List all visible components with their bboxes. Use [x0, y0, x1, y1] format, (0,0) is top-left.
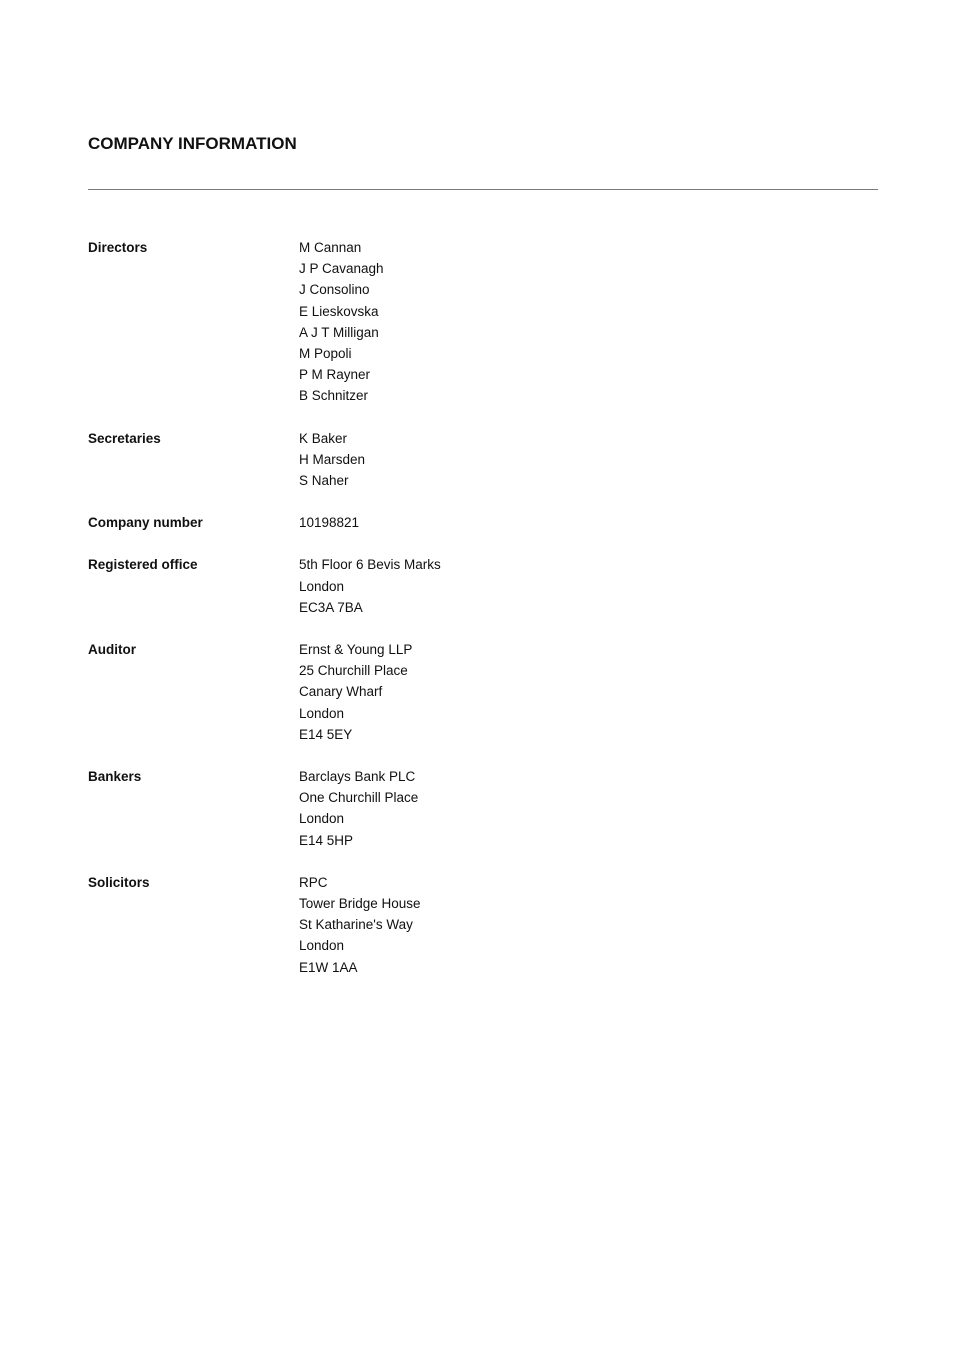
section-value-line: St Katharine's Way [299, 917, 413, 933]
section-value-line: K Baker [299, 430, 348, 446]
section-value-line: S Naher [299, 473, 349, 489]
section-value-line: Barclays Bank PLC [299, 769, 416, 785]
section-value-line: One Churchill Place [299, 790, 419, 806]
section-value-line: 5th Floor 6 Bevis Marks [299, 557, 441, 573]
section-label: Solicitors [88, 874, 150, 890]
section-label: Directors [88, 240, 148, 255]
section-value-line: Canary Wharf [299, 684, 383, 700]
info-section-directors [88, 237, 878, 407]
section-value-line: H Marsden [299, 451, 366, 467]
section-label: Bankers [88, 769, 142, 785]
section-label: Secretaries [88, 430, 161, 446]
section-values [299, 872, 421, 978]
section-values [299, 512, 359, 533]
section-value-line: P M Rayner [299, 367, 371, 383]
section-value-line: B Schnitzer [299, 388, 369, 404]
section-value-line: 10198821 [299, 515, 360, 531]
section-value-line: E1W 1AA [299, 959, 358, 975]
page-title: COMPANY INFORMATION [88, 134, 297, 153]
section-values [299, 554, 441, 618]
section-value-line: 25 Churchill Place [299, 663, 408, 679]
section-label: Company number [88, 515, 203, 531]
info-section-auditor [88, 639, 878, 745]
info-section-bankers [88, 766, 878, 851]
info-section-registered-office [88, 554, 878, 618]
section-value-line: London [299, 705, 345, 721]
section-values [299, 639, 412, 745]
info-section-solicitors [88, 872, 878, 978]
section-value-line: London [299, 811, 345, 827]
section-value-line: E14 5HP [299, 832, 354, 848]
section-value-line: EC3A 7BA [299, 599, 363, 615]
section-value-line: London [299, 938, 345, 954]
company-info-sections [88, 237, 878, 999]
section-value-line: M Cannan [299, 240, 362, 255]
section-value-line: M Popoli [299, 346, 352, 362]
section-label: Auditor [88, 642, 136, 658]
section-value-line: Ernst & Young LLP [299, 642, 413, 658]
section-value-line: J Consolino [299, 282, 370, 298]
section-value-line: RPC [299, 874, 328, 890]
section-value-line: London [299, 578, 345, 594]
title-divider [88, 189, 878, 190]
info-section-company-number [88, 512, 878, 533]
section-value-line: A J T Milligan [299, 324, 379, 340]
section-value-line: E Lieskovska [299, 303, 379, 319]
section-value-line: E14 5EY [299, 726, 353, 742]
section-values [299, 428, 365, 492]
section-value-line: Tower Bridge House [299, 896, 421, 912]
section-values [299, 766, 418, 851]
section-values [299, 237, 384, 407]
info-section-secretaries [88, 428, 878, 492]
section-label: Registered office [88, 557, 198, 573]
section-value-line: J P Cavanagh [299, 261, 384, 277]
